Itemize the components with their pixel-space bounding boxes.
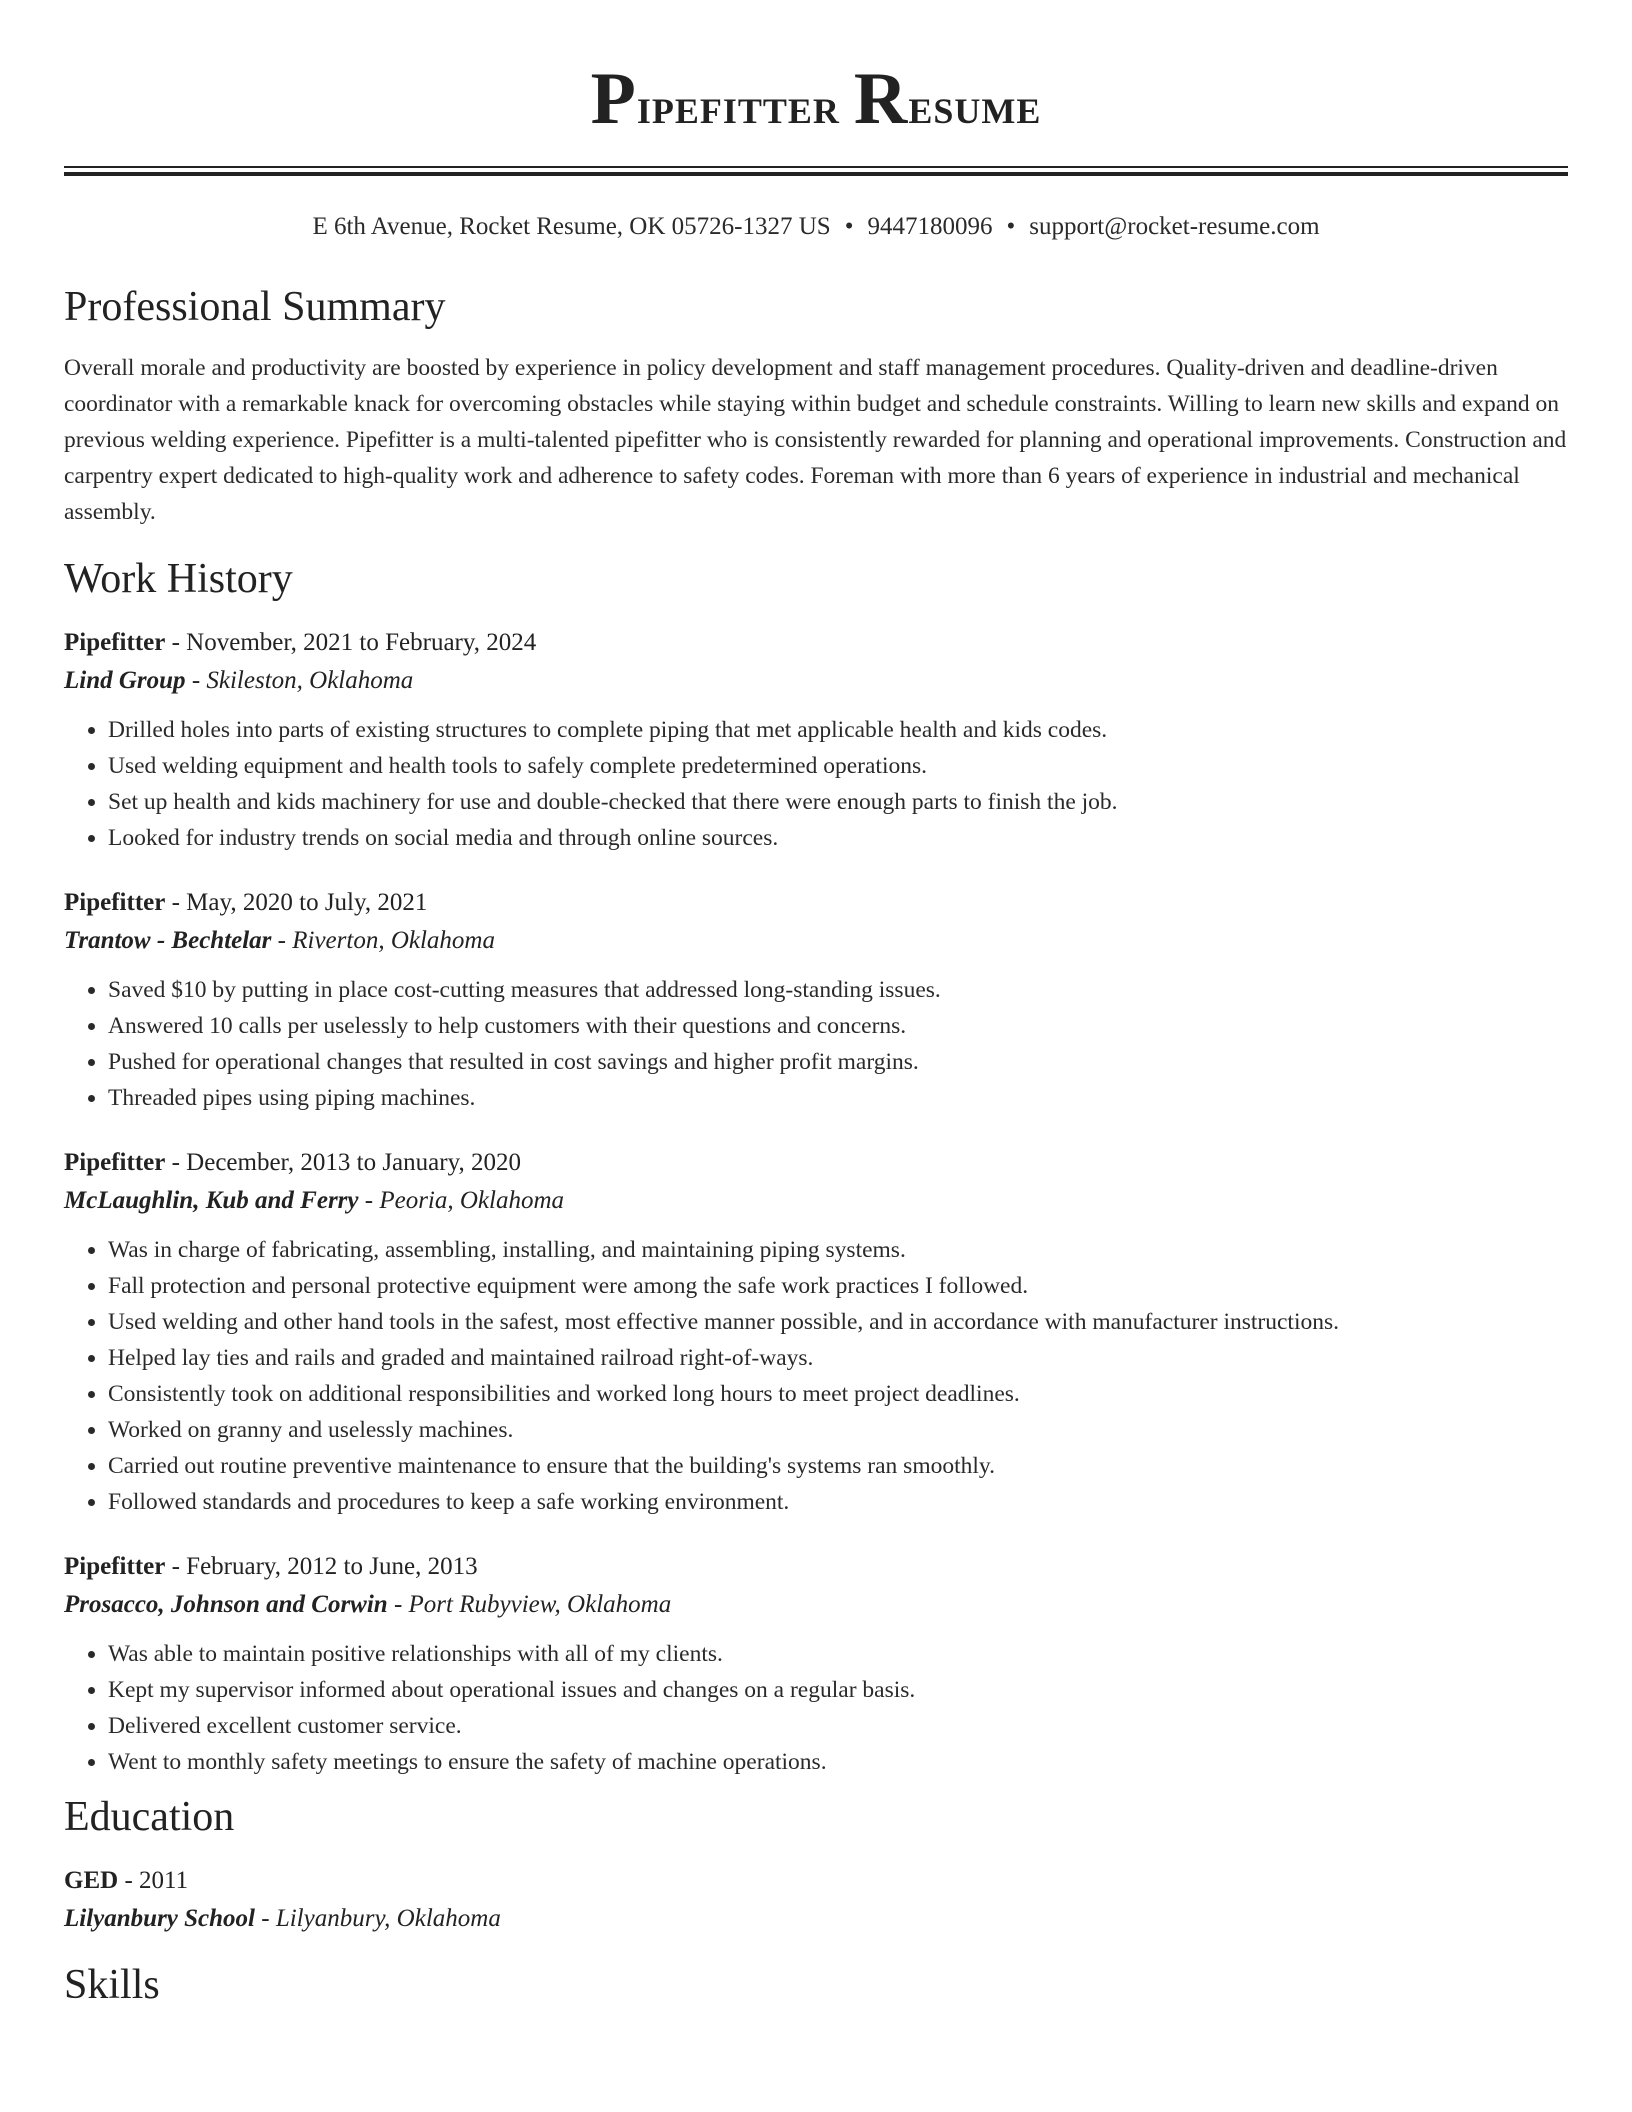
list-item: • Kept my supervisor informed about operational issues and changes on a regular basis. [108, 1672, 1568, 1708]
job-dates: - May, 2020 to July, 2021 [165, 889, 428, 916]
degree-year: - 2011 [118, 1867, 189, 1894]
education-entry [64, 1862, 1568, 1938]
job-bullets [64, 712, 1568, 856]
job-bullets [64, 1232, 1568, 1520]
job-dates: - February, 2012 to June, 2013 [165, 1553, 478, 1580]
job-title: Pipefitter [64, 1553, 166, 1580]
title-word-2-rest: esume [908, 78, 1042, 135]
contact-separator: • [844, 213, 854, 240]
list-item: • Consistently took on additional responsibilities and worked long hours to meet project deadlines. [108, 1376, 1568, 1412]
job-dates: - December, 2013 to January, 2020 [165, 1149, 521, 1176]
job-bullets [64, 1636, 1568, 1780]
list-item: • Fall protection and personal protective equipment were among the safe work practices I followed. [108, 1268, 1568, 1304]
list-item: • Carried out routine preventive maintenance to ensure that the building's systems ran smoothly. [108, 1448, 1568, 1484]
list-item: • Used welding equipment and health tools to safely complete predetermined operations. [108, 748, 1568, 784]
summary-text: Overall morale and productivity are boosted by experience in policy development and staff management procedures. Quality-driven and deadline-driven coordinator with a remarkable knack for overcoming obstacles while staying within budget and schedule constraints. Willing to learn new skills and expand on previous welding experience. Pipefitter is a multi-talented pipefitter who is consistently rewarded for planning and operational improvements. Construction and carpentry expert dedicated to high-quality work and adherence to safety codes. Foreman with more than 6 years of experience in industrial and mechanical assembly. [64, 355, 1567, 525]
school-name: Lilyanbury School [64, 1905, 255, 1932]
company-name: Lind Group [64, 667, 186, 694]
education-heading: Education [64, 1794, 235, 1840]
job-title: Pipefitter [64, 889, 166, 916]
contact-email: support@rocket-resume.com [1029, 213, 1320, 240]
contact-phone: 9447180096 [867, 213, 993, 240]
degree-line [64, 1862, 1568, 1900]
company-name: Prosacco, Johnson and Corwin [64, 1591, 388, 1618]
list-item: • Helped lay ties and rails and graded and maintained railroad right-of-ways. [108, 1340, 1568, 1376]
job-entry [64, 1548, 1568, 1780]
school-line [64, 1900, 1568, 1938]
skills-heading: Skills [64, 1962, 160, 2008]
list-item: • Used welding and other hand tools in the safest, most effective manner possible, and in accordance with manufacturer instructions. [108, 1304, 1568, 1340]
title-initial-1: P [590, 58, 637, 140]
school-location: - Lilyanbury, Oklahoma [255, 1905, 501, 1932]
job-dates: - November, 2021 to February, 2024 [165, 629, 537, 656]
list-item: • Answered 10 calls per uselessly to help customers with their questions and concerns. [108, 1008, 1568, 1044]
job-title-line [64, 1144, 1568, 1182]
list-item: • Drilled holes into parts of existing structures to complete piping that met applicable health and kids codes. [108, 712, 1568, 748]
job-entry [64, 624, 1568, 856]
list-item: • Went to monthly safety meetings to ensure the safety of machine operations. [108, 1744, 1568, 1780]
job-title-line [64, 884, 1568, 922]
company-name: Trantow - Bechtelar [64, 927, 272, 954]
title-initial-2: R [853, 58, 909, 140]
contact-separator: • [1006, 213, 1016, 240]
list-item: • Pushed for operational changes that resulted in cost savings and higher profit margins. [108, 1044, 1568, 1080]
company-line [64, 1586, 1568, 1624]
company-line [64, 1182, 1568, 1220]
job-entry [64, 884, 1568, 1116]
list-item: • Worked on granny and uselessly machines. [108, 1412, 1568, 1448]
company-location: - Skileston, Oklahoma [185, 667, 414, 694]
list-item: • Threaded pipes using piping machines. [108, 1080, 1568, 1116]
title-divider [64, 166, 1568, 176]
resume-page [64, 0, 1568, 2010]
company-location: - Port Rubyview, Oklahoma [387, 1591, 672, 1618]
company-location: - Peoria, Oklahoma [358, 1187, 565, 1214]
company-line [64, 662, 1568, 700]
degree-name: GED [64, 1867, 119, 1894]
title-word-1-rest: ipefitter [636, 78, 840, 135]
work-history-heading: Work History [64, 556, 293, 602]
list-item: • Saved $10 by putting in place cost-cutting measures that addressed long-standing issues. [108, 972, 1568, 1008]
contact-line [64, 210, 1568, 244]
job-title-line [64, 624, 1568, 662]
company-line [64, 922, 1568, 960]
list-item: • Was able to maintain positive relationships with all of my clients. [108, 1636, 1568, 1672]
job-title: Pipefitter [64, 629, 166, 656]
job-title: Pipefitter [64, 1149, 166, 1176]
job-title-line [64, 1548, 1568, 1586]
list-item: • Set up health and kids machinery for use and double-checked that there were enough parts to finish the job. [108, 784, 1568, 820]
job-entry [64, 1144, 1568, 1520]
resume-title [64, 0, 1568, 140]
company-name: McLaughlin, Kub and Ferry [64, 1187, 359, 1214]
list-item: • Looked for industry trends on social media and through online sources. [108, 820, 1568, 856]
company-location: - Riverton, Oklahoma [271, 927, 495, 954]
summary-heading: Professional Summary [64, 284, 446, 330]
contact-address: E 6th Avenue, Rocket Resume, OK 05726-1327 US [312, 213, 831, 240]
list-item: • Was in charge of fabricating, assembling, installing, and maintaining piping systems. [108, 1232, 1568, 1268]
list-item: • Followed standards and procedures to keep a safe working environment. [108, 1484, 1568, 1520]
list-item: • Delivered excellent customer service. [108, 1708, 1568, 1744]
job-bullets [64, 972, 1568, 1116]
